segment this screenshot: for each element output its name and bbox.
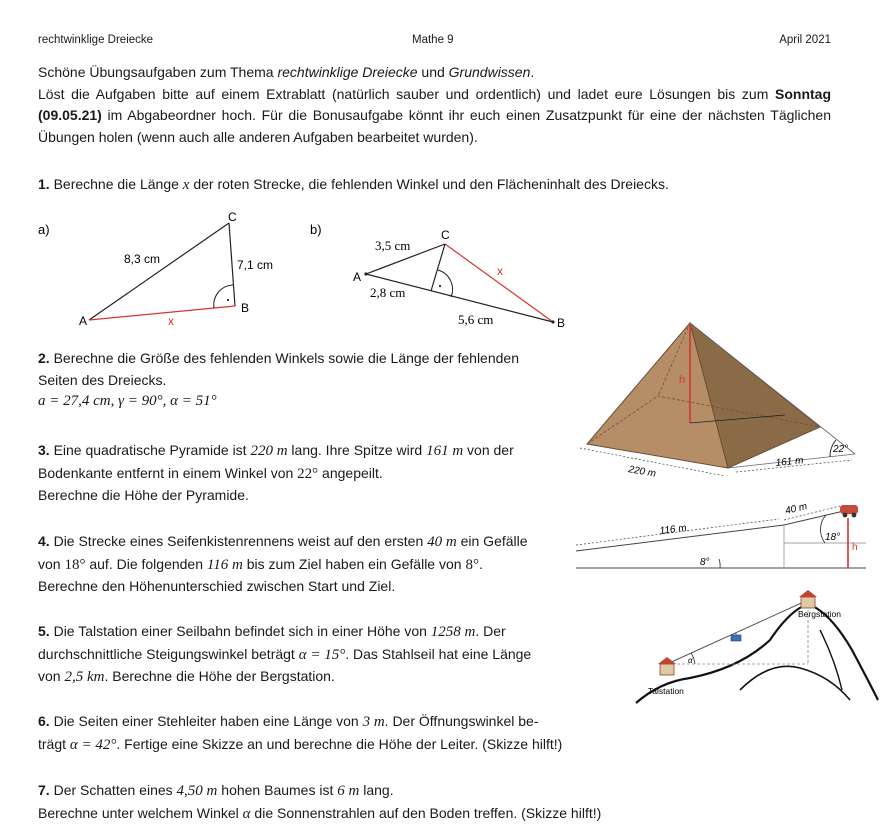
soapbox-a1-label: 18° (825, 532, 841, 543)
task1-text: 1. Berechne die Länge x der roten Strecke, die fehlenden Winkel und den Flächeninhalt des Dreiecks. (38, 176, 669, 193)
label-x-b: x (497, 264, 503, 278)
task5-text: 5. Die Talstation einer Seilbahn befindet sich in einer Höhe von 1258 m. Der durchschnittliche Steigungswinkel beträgt α = 15°. Das Stahlseil hat eine Länge von 2,5 km. Berechne die Höhe der Bergstation. (38, 623, 532, 685)
cablecar-alpha-label: α (688, 656, 693, 665)
pyramid-slant-label: 161 m (775, 455, 804, 469)
point-b: B (241, 301, 250, 315)
talstation-building-icon (660, 664, 674, 675)
task7-text: 7. Der Schatten eines 4,50 m hohen Baumes ist 6 m lang. Berechne unter welchem Winkel α die Sonnenstrahlen auf den Boden treffen. (Skizze hilft!) (38, 782, 602, 822)
fig-b-label: b) (310, 222, 322, 237)
soapbox-d2-label: 116 m (659, 522, 688, 537)
header-left: rechtwinklige Dreiecke (38, 34, 154, 46)
bergstation-roof-icon (799, 590, 817, 597)
label-ac: 8,3 cm (124, 252, 161, 266)
soapbox-h-label: h (852, 542, 858, 553)
label-pb-b: 5,6 cm (458, 312, 494, 327)
task4-text: 4. Die Strecke eines Seifenkistenrennens weist auf den ersten 40 m ein Gefälle von 18° auf. Die folgenden 116 m bis zum Ziel haben ein Gefälle von 8°. Berechne den Höhenunterschied zwischen Start und Ziel. (38, 533, 528, 594)
pyramid-base-label: 220 m (627, 464, 657, 480)
task2-formula: a = 27,4 cm, γ = 90°, α = 51° (38, 393, 217, 409)
soapbox-d1-label: 40 m (784, 501, 809, 517)
gondola-icon (731, 635, 741, 641)
label-bc: 7,1 cm (237, 258, 274, 272)
pyramid-h-label: h (679, 374, 686, 386)
talstation-label: Talstation (648, 686, 684, 696)
intro-paragraph: Löst die Aufgaben bitte auf einem Extrablatt (natürlich sauber und ordentlich) und ladet eure Lösungen bis zum Sonntag (09.05.21) im Abgabeordner hoch. Für die Bonusaufgabe könnt ihr euch einen Zusatzpunkt für eine der nächsten Täglichen Übungen holen (wenn auch alle anderen Aufgaben bearbeitet wurden). (38, 85, 831, 145)
label-x-a: x (168, 314, 174, 328)
task6-text: 6. Die Seiten einer Stehleiter haben eine Länge von 3 m. Der Öffnungswinkel be- trägt α = 42°. Fertige eine Skizze an und berechne die Höhe der Leiter. (Skizze hilft!) (38, 713, 563, 753)
fig-a-label: a) (38, 222, 50, 237)
point-c: C (228, 210, 237, 224)
point-c-b: C (441, 228, 450, 242)
talstation-roof-icon (658, 657, 676, 664)
point-a-b: A (353, 270, 362, 284)
intro-line1: Schöne Übungsaufgaben zum Thema rechtwinklige Dreiecke und Grundwissen. (38, 64, 535, 80)
header-center: Mathe 9 (412, 34, 454, 46)
bergstation-building-icon (801, 597, 815, 608)
label-ap-b: 2,8 cm (370, 285, 406, 300)
point-a: A (79, 314, 88, 328)
pyramid-angle-label: 22° (833, 444, 849, 455)
header-right: April 2021 (779, 34, 831, 46)
point-b-b: B (557, 316, 566, 330)
task2-text: 2. Berechne die Größe des fehlenden Winkels sowie die Länge der fehlenden Seiten des Dreiecks. a = 27,4 cm, γ = 90°, α = 51° (38, 348, 578, 413)
soapbox-a2-label: 8° (700, 557, 710, 568)
label-ac-b: 3,5 cm (375, 238, 411, 253)
task3-text: 3. Eine quadratische Pyramide ist 220 m lang. Ihre Spitze wird 161 m von der Bodenkante entfernt in einem Winkel von 22° angepeilt. Berechne die Höhe der Pyramide. (38, 442, 514, 503)
bergstation-label: Bergstation (798, 609, 841, 619)
